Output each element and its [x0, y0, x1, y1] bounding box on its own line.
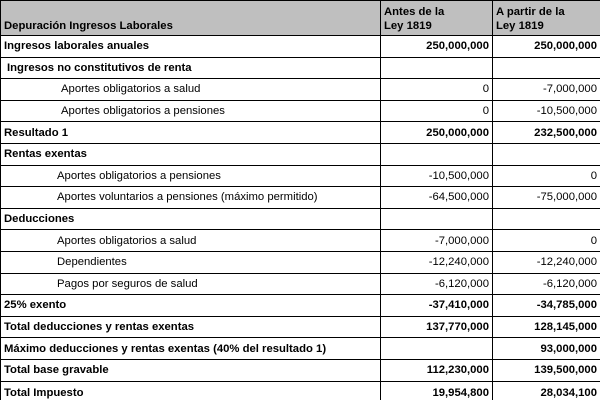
- table-row: [1, 36, 600, 58]
- row-label: Aportes obligatorios a salud: [1, 79, 381, 101]
- value-before-law: 0: [381, 79, 493, 101]
- value-before-law: [381, 57, 493, 79]
- row-label: Ingresos no constitutivos de renta: [1, 57, 381, 79]
- table-row: [1, 338, 600, 360]
- value-after-law: -10,500,000: [493, 100, 600, 122]
- row-label: Ingresos laborales anuales: [1, 36, 381, 58]
- value-before-law: [381, 338, 493, 360]
- table-row: [1, 230, 600, 252]
- value-after-law: -34,785,000: [493, 295, 600, 317]
- table-body: [1, 36, 600, 400]
- value-before-law: -37,410,000: [381, 295, 493, 317]
- row-label: Pagos por seguros de salud: [1, 273, 381, 295]
- header-before-law: Antes de la Ley 1819: [381, 1, 493, 36]
- row-label: Dependientes: [1, 251, 381, 273]
- value-after-law: [493, 208, 600, 230]
- value-before-law: [381, 208, 493, 230]
- value-before-law: -12,240,000: [381, 251, 493, 273]
- value-after-law: 28,034,100: [493, 381, 600, 400]
- value-after-law: [493, 143, 600, 165]
- row-label: Total Impuesto: [1, 381, 381, 400]
- row-label: Resultado 1: [1, 122, 381, 144]
- value-before-law: [381, 143, 493, 165]
- value-after-law: [493, 57, 600, 79]
- value-before-law: 0: [381, 100, 493, 122]
- row-label: Rentas exentas: [1, 143, 381, 165]
- header-concept: Depuración Ingresos Laborales: [1, 1, 381, 36]
- table-row: [1, 143, 600, 165]
- row-label: Aportes obligatorios a pensiones: [1, 100, 381, 122]
- row-label: Aportes obligatorios a salud: [1, 230, 381, 252]
- value-after-law: -75,000,000: [493, 187, 600, 209]
- value-after-law: 0: [493, 230, 600, 252]
- value-after-law: 139,500,000: [493, 359, 600, 381]
- value-before-law: 112,230,000: [381, 359, 493, 381]
- value-after-law: 232,500,000: [493, 122, 600, 144]
- value-after-law: 250,000,000: [493, 36, 600, 58]
- value-after-law: 0: [493, 165, 600, 187]
- table-row: [1, 251, 600, 273]
- table-row: [1, 316, 600, 338]
- table-row: [1, 165, 600, 187]
- row-label: Aportes obligatorios a pensiones: [1, 165, 381, 187]
- table-row: [1, 273, 600, 295]
- value-after-law: 93,000,000: [493, 338, 600, 360]
- table-row: [1, 57, 600, 79]
- table-row: [1, 381, 600, 400]
- row-label: Aportes voluntarios a pensiones (máximo permitido): [1, 187, 381, 209]
- table-row: [1, 122, 600, 144]
- row-label: Total base gravable: [1, 359, 381, 381]
- table-row: [1, 100, 600, 122]
- value-after-law: -6,120,000: [493, 273, 600, 295]
- table-row: [1, 79, 600, 101]
- value-before-law: -7,000,000: [381, 230, 493, 252]
- value-before-law: -6,120,000: [381, 273, 493, 295]
- table-row: [1, 208, 600, 230]
- row-label: Total deducciones y rentas exentas: [1, 316, 381, 338]
- value-before-law: 250,000,000: [381, 36, 493, 58]
- value-after-law: -12,240,000: [493, 251, 600, 273]
- value-before-law: 19,954,800: [381, 381, 493, 400]
- table-row: [1, 187, 600, 209]
- table-header-row: [1, 1, 600, 36]
- value-before-law: -10,500,000: [381, 165, 493, 187]
- table-row: [1, 295, 600, 317]
- row-label: Deducciones: [1, 208, 381, 230]
- value-after-law: 128,145,000: [493, 316, 600, 338]
- value-before-law: 137,770,000: [381, 316, 493, 338]
- header-after-law: A partir de la Ley 1819: [493, 1, 600, 36]
- table-row: [1, 359, 600, 381]
- value-before-law: -64,500,000: [381, 187, 493, 209]
- value-after-law: -7,000,000: [493, 79, 600, 101]
- row-label: Máximo deducciones y rentas exentas (40% del resultado 1): [1, 338, 381, 360]
- value-before-law: 250,000,000: [381, 122, 493, 144]
- row-label: 25% exento: [1, 295, 381, 317]
